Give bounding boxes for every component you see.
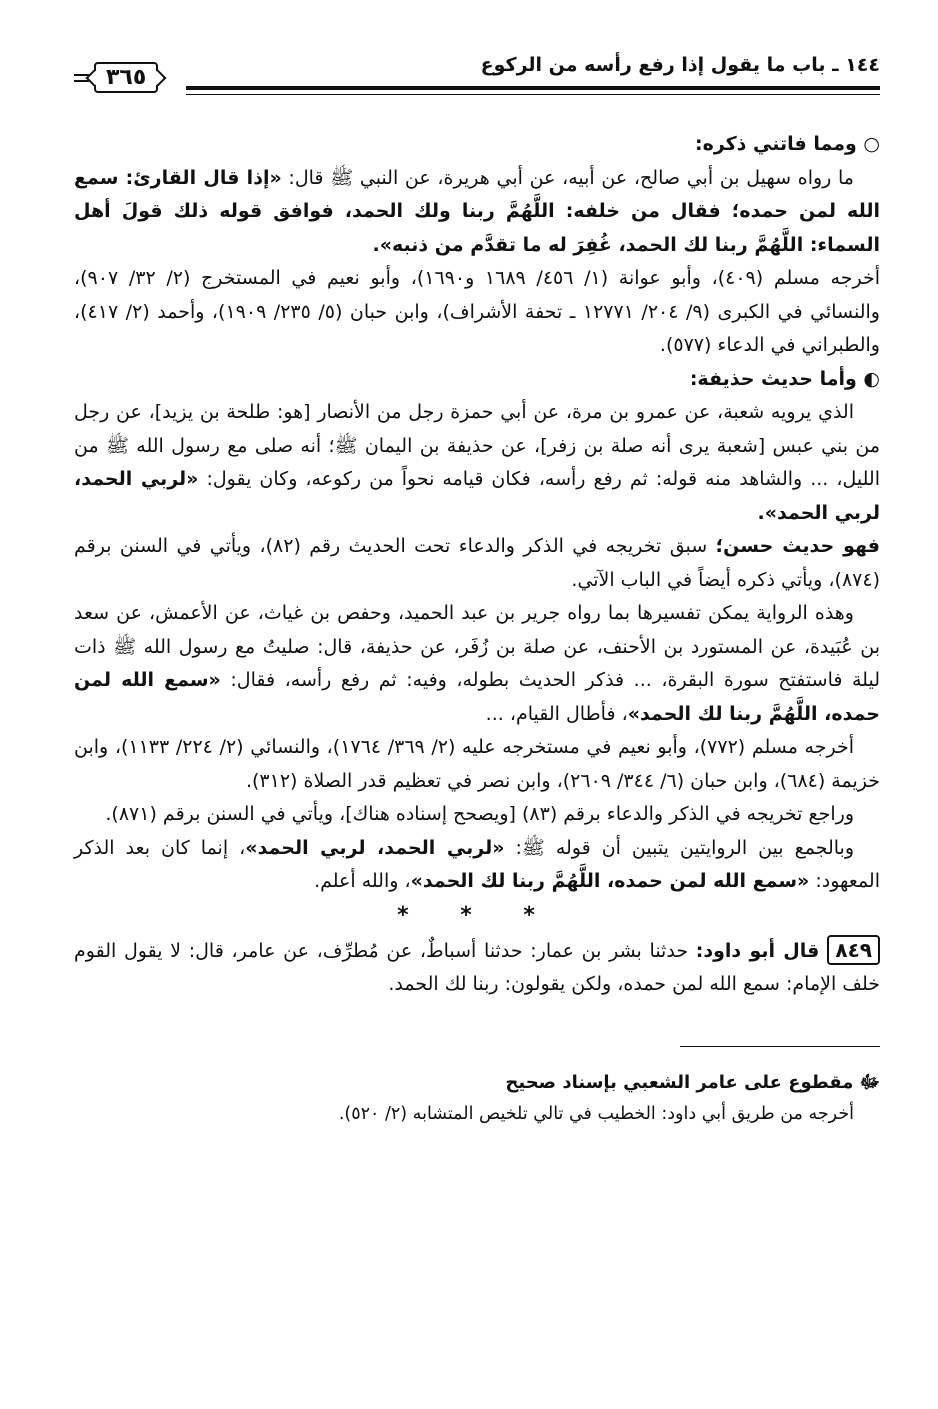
footnote-divider xyxy=(680,1046,880,1047)
abu-dawud-label: قال أبو داود: xyxy=(695,939,820,962)
narration-chain: الذي يرويه شعبة، عن عمرو بن مرة، عن أبي حمزة رجل من الأنصار [هو: طلحة بن يزيد]، عن رجل من بني عبس [شعبة يرى أنه صلة بن زفر]، عن حذيفة بن اليمان ﷺ؛ أنه صلى مع رسول الله ﷺ من الليل، ... والشاهد منه قوله: ثم رفع رأسه، فكان قيامه نحواً من ركوعه، وكان يقول: xyxy=(74,401,880,490)
paragraph-takhrij-1: أخرجه مسلم (٤٠٩)، وأبو عوانة (١/ ٤٥٦/ ١٦٨٩ و١٦٩٠)، وأبو نعيم في المستخرج (٢/ ٣٢/ ٩٠٧)، والنسائي في الكبرى (٩/ ٢٠٤/ ١٢٧٧١ ـ تحفة الأشراف)، وابن حبان (٥/ ٢٣٥/ ١٩٠٩)، وأحمد (٢/ ٤١٧)، والطبراني في الدعاء (٥٧٧). xyxy=(74,267,880,356)
narration-chain: ما رواه سهيل بن أبي صالح، عن أبيه، عن أبي هريرة، عن النبي ﷺ قال: xyxy=(281,166,854,189)
page-header xyxy=(74,44,880,104)
paragraph-riwaya xyxy=(74,597,880,731)
hadith-text: «إذا قال القارئ: سمع الله لمن حمده؛ فقال من خلفه: اللَّهُمَّ ربنا ولك الحمد، فوافق قوله ذلك قولَ أهل السماء: اللَّهُمَّ ربنا لك الحمد، غُفِرَ له ما تقدَّم من ذنبه». xyxy=(74,166,880,256)
hadith-quote: «لربي الحمد، لربي الحمد» xyxy=(245,836,505,859)
grading-label: فهو حديث حسن؛ xyxy=(715,535,880,557)
hadith-quote: «سمع الله لمن حمده، اللَّهُمَّ ربنا لك الحمد» xyxy=(410,870,810,892)
conclusion-text: وبالجمع بين الروايتين يتبين أن قوله ﷺ: xyxy=(504,836,854,859)
footnote-body: أخرجه من طريق أبي داود: الخطيب في تالي تلخيص المتشابه (٢/ ٥٢٠). xyxy=(338,1103,854,1124)
narration-text: وهذه الرواية يمكن تفسيرها بما رواه جرير بن عبد الحميد، وحفص بن غياث، عن الأعمش، عن سعد بن عُبَيدة، عن المستورد بن الأحنف، عن صلة بن زُفَر، عن حذيفة، قال: صليتُ مع رسول الله ﷺ ذات ليلة فاستفتح سورة البقرة، ... فذكر الحديث بطوله، وفيه: ثم رفع رأسه، فقال: xyxy=(74,602,880,691)
paragraph-refer: وراجع تخريجه في الذكر والدعاء برقم (٨٣) [ويصحح إسناده هناك]، ويأتي في السنن برقم (٨٧١). xyxy=(105,803,854,825)
hadith-quote: «لربي الحمد، لربي الحمد». xyxy=(74,468,880,524)
page-number: ٣٦٥ xyxy=(94,62,158,93)
paragraph-hudhayfa xyxy=(74,396,880,530)
conclusion-text: ، إنما كان بعد الذكر المعهود: xyxy=(74,836,880,892)
conclusion-text-end: ، والله أعلم. xyxy=(314,870,411,892)
section-separator-stars: * * * xyxy=(397,902,557,928)
section-heading-hudhayfa: ◐ وأما حديث حذيفة: xyxy=(689,367,880,390)
paragraph-abu-hurayra xyxy=(74,162,880,263)
hadith-quote: «سمع الله لمن حمده، اللَّهُمَّ ربنا لك الحمد» xyxy=(74,669,880,725)
footnote-heading: ﷻ مقطوع على عامر الشعبي بإسناد صحيح xyxy=(505,1071,880,1093)
paragraph-conclusion xyxy=(74,832,880,899)
header-rule-thick xyxy=(186,86,880,90)
hadith-849-text: حدثنا بشر بن عمار: حدثنا أسباطٌ، عن مُطرِّف، عن عامر، قال: لا يقول القوم خلف الإمام: سمع الله لمن حمده، ولكن يقولون: ربنا لك الحمد. xyxy=(74,939,880,995)
hadith-number-badge: ٨٤٩ xyxy=(827,935,880,965)
paragraph-takhrij-2: أخرجه مسلم (٧٧٢)، وأبو نعيم في مستخرجه عليه (٢/ ٣٦٩/ ١٧٦٤)، والنسائي (٢/ ٢٢٤/ ١١٣٣)، وابن خزيمة (٦٨٤)، وابن حبان (٦/ ٣٤٤/ ٢٦٠٩)، وابن نصر في تعظيم قدر الصلاة (٣١٢). xyxy=(74,736,880,792)
header-rule-thin xyxy=(186,94,880,95)
paragraph-hadith-849 xyxy=(74,935,880,1002)
grading-text: سبق تخريجه في الذكر والدعاء تحت الحديث رقم (٨٢)، ويأتي في السنن برقم (٨٧٤)، ويأتي ذكره أيضاً في الباب الآتي. xyxy=(74,535,880,591)
section-heading-missed: ○ ومما فاتني ذكره: xyxy=(695,133,880,155)
page-body xyxy=(74,128,880,1002)
chapter-title: ١٤٤ ـ باب ما يقول إذا رفع رأسه من الركوع xyxy=(480,54,880,76)
narration-text-end: ، فأطال القيام، ... xyxy=(485,702,628,725)
page-number-frame xyxy=(74,62,158,93)
paragraph-grading xyxy=(74,530,880,597)
